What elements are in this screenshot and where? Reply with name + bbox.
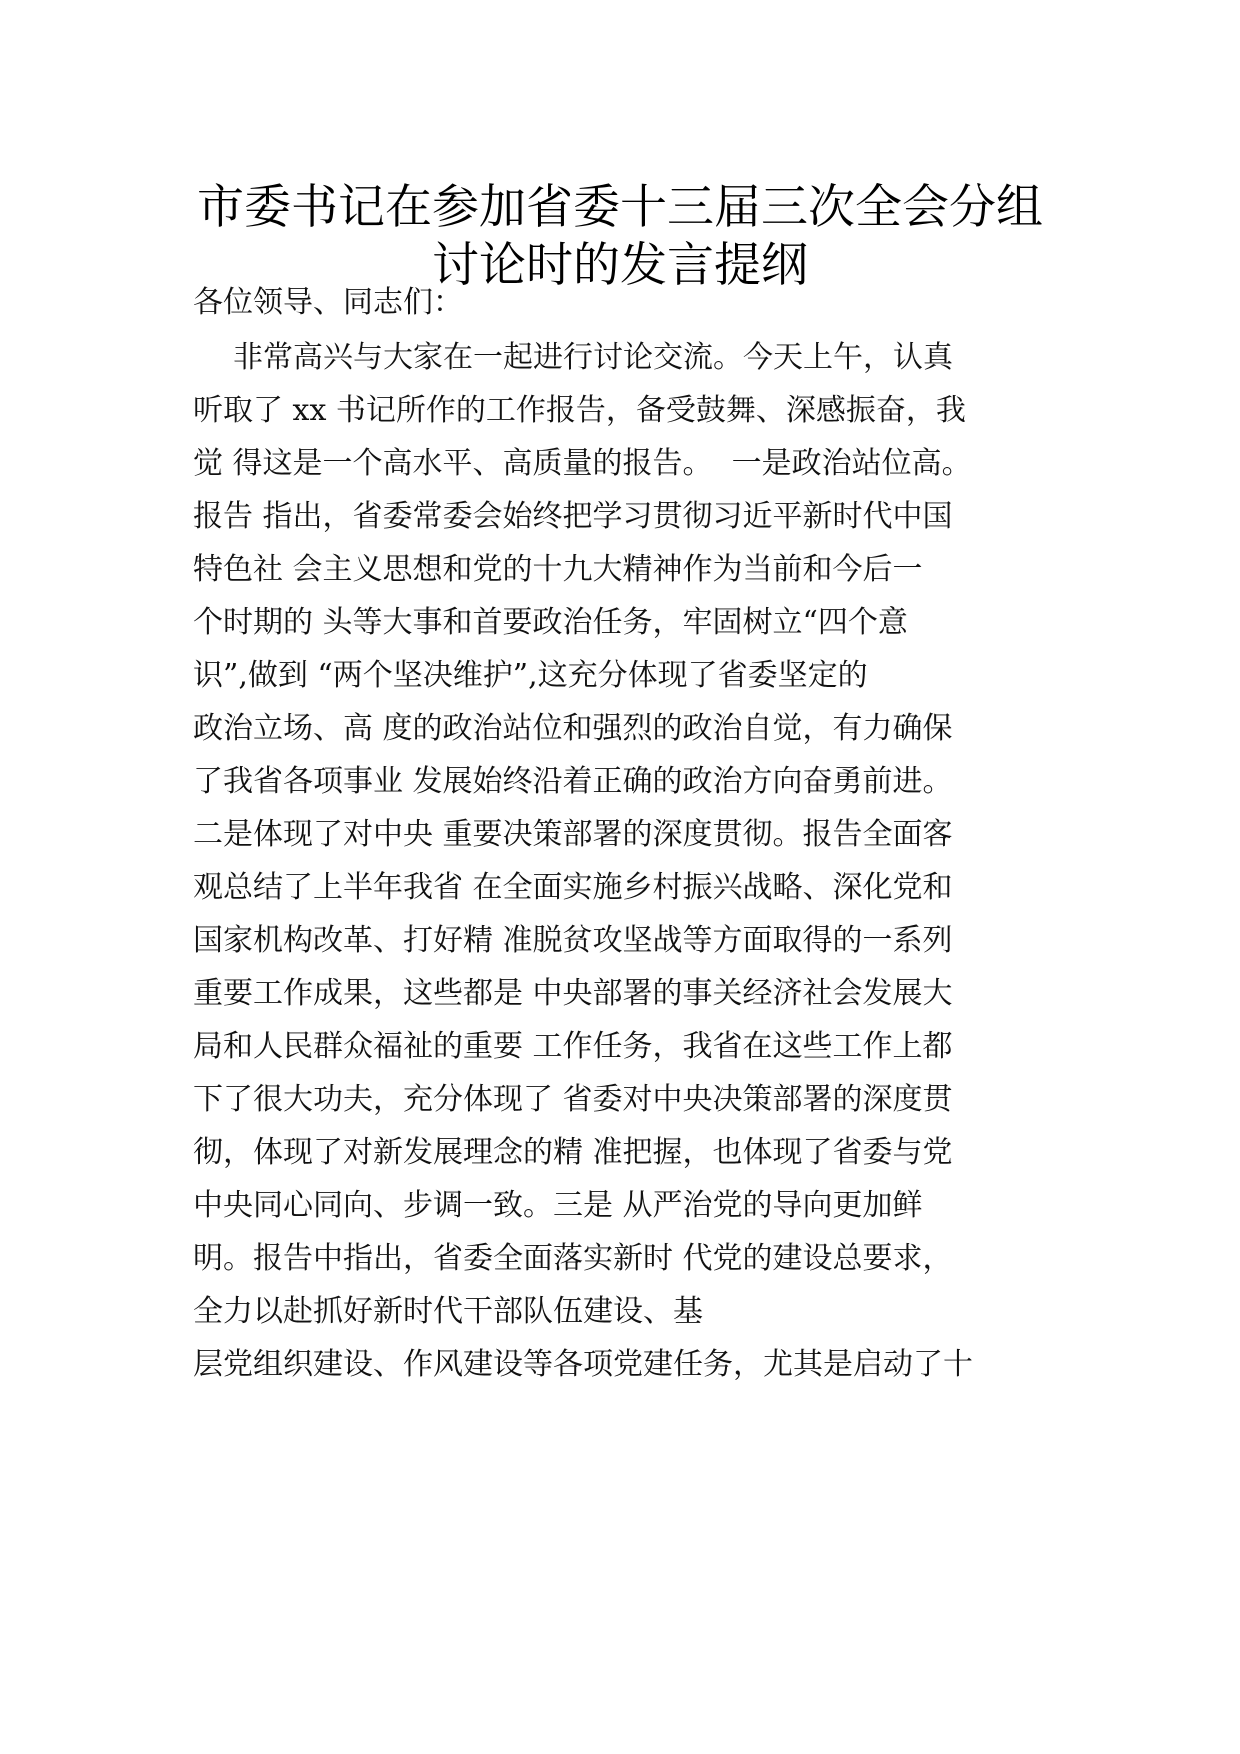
body-line: 二是体现了对中央 重要决策部署的深度贯彻。报告全面客 [193, 817, 953, 852]
body-line: 明。报告中指出，省委全面落实新时 代党的建设总要求， [193, 1241, 953, 1276]
body-line: 特色社 会主义思想和党的十九大精神作为当前和今后一 [193, 552, 923, 587]
body-line: 听取了 xx 书记所作的工作报告，备受鼓舞、深感振奋，我 [193, 393, 966, 428]
body-line: 觉 得这是一个高水平、高质量的报告。 一是政治站位高。 [193, 446, 972, 481]
body-line: 局和人民群众福祉的重要 工作任务，我省在这些工作上都 [193, 1029, 953, 1064]
body-line: 非常高兴与大家在一起进行讨论交流。今天上午，认真 [233, 340, 953, 375]
body-line: 个时期的 头等大事和首要政治任务，牢固树立“四个意 [193, 605, 908, 640]
body-line: 中央同心同向、步调一致。三是 从严治党的导向更加鲜 [193, 1188, 923, 1223]
body-line: 全力以赴抓好新时代干部队伍建设、基 [193, 1294, 703, 1329]
document-title-line-2: 讨论时的发言提纲 [432, 238, 808, 293]
body-line: 下了很大功夫，充分体现了 省委对中央决策部署的深度贯 [193, 1082, 953, 1117]
body-line: 了我省各项事业 发展始终沿着正确的政治方向奋勇前进。 [193, 764, 953, 799]
body-line: 识”,做到 “两个坚决维护”,这充分体现了省委坚定的 [193, 658, 868, 693]
body-line: 观总结了上半年我省 在全面实施乡村振兴战略、深化党和 [193, 870, 953, 905]
salutation: 各位领导、同志们： [193, 285, 463, 320]
body-line: 层党组织建设、作风建设等各项党建任务，尤其是启动了十 [193, 1347, 973, 1382]
body-line: 报告 指出，省委常委会始终把学习贯彻习近平新时代中国 [193, 499, 953, 534]
document-title-line-1: 市委书记在参加省委十三届三次全会分组 [197, 180, 1043, 235]
body-line: 政治立场、高 度的政治站位和强烈的政治自觉，有力确保 [193, 711, 953, 746]
body-line: 彻，体现了对新发展理念的精 准把握，也体现了省委与党 [193, 1135, 953, 1170]
body-line: 重要工作成果，这些都是 中央部署的事关经济社会发展大 [193, 976, 953, 1011]
body-line: 国家机构改革、打好精 准脱贫攻坚战等方面取得的一系列 [193, 923, 953, 958]
